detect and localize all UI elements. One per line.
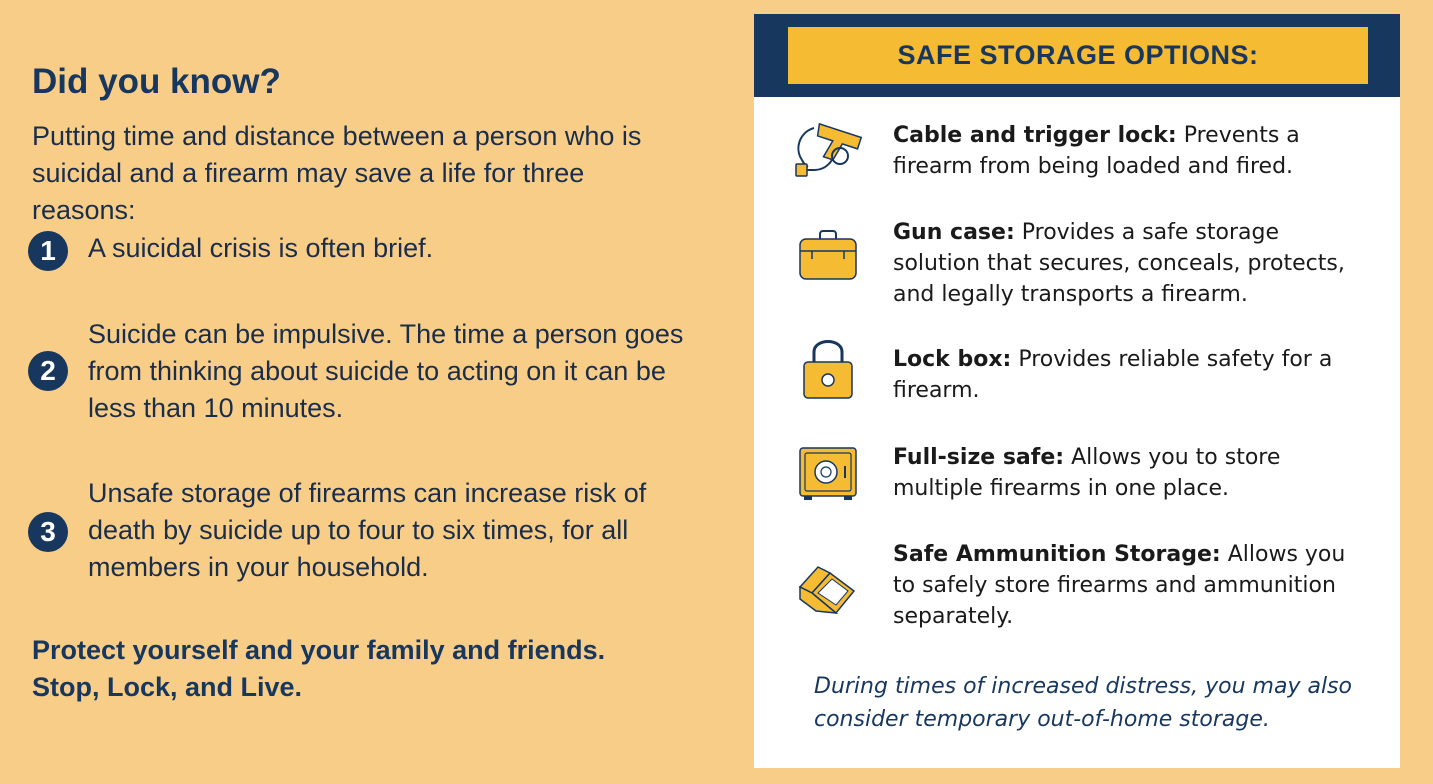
option-text: Prevents a firearm from being loaded and fired. [893,123,1300,179]
ammo-box-icon [792,553,864,625]
reason-text: A suicidal crisis is often brief. [88,233,434,263]
reason-number-badge: 2 [28,351,68,391]
option-name: Gun case: [893,220,1015,245]
option-name: Lock box: [893,347,1012,372]
option-description [893,442,1373,504]
closing-message [32,632,712,706]
option-text: Provides a safe storage solution that secures, conceals, protects, and legally transports a firearm. [893,220,1345,307]
info-column [32,60,712,229]
option-description [893,217,1373,310]
option-name: Safe Ammunition Storage: [893,542,1221,567]
cable-trigger-lock-icon [792,120,864,192]
option-text: Allows you to store multiple firearms in one place. [893,445,1281,501]
page-heading: Did you know? [32,62,281,101]
option-description [893,344,1373,406]
option-text: Provides reliable safety for a firearm. [893,347,1333,403]
reason-number-badge: 3 [28,512,68,552]
option-name: Cable and trigger lock: [893,123,1177,148]
intro-text: Putting time and distance between a person who is suicidal and a firearm may save a life for three reasons: [32,121,642,225]
safe-icon [792,438,864,510]
gun-case-icon [792,225,864,297]
option-description [893,120,1373,182]
closing-slogan: Stop, Lock, and Live. [32,672,303,702]
closing-line: Protect yourself and your family and friends. [32,635,606,665]
panel-header [754,14,1400,97]
panel-title: SAFE STORAGE OPTIONS: [788,27,1368,84]
reason-number-badge: 1 [28,231,68,271]
reason-text: Unsafe storage of firearms can increase risk of death by suicide up to four to six times, for all members in your household. [88,478,647,582]
safe-storage-panel [754,14,1400,768]
footnote: During times of increased distress, you may also consider temporary out-of-home storage. [814,674,1352,732]
option-text: Allows you to safely store firearms and ammunition separately. [893,542,1346,629]
option-description [893,539,1373,632]
option-name: Full-size safe: [893,445,1065,470]
padlock-icon [792,330,864,402]
reason-text: Suicide can be impulsive. The time a person goes from thinking about suicide to acting on it can be less than 10 minutes. [88,319,684,423]
